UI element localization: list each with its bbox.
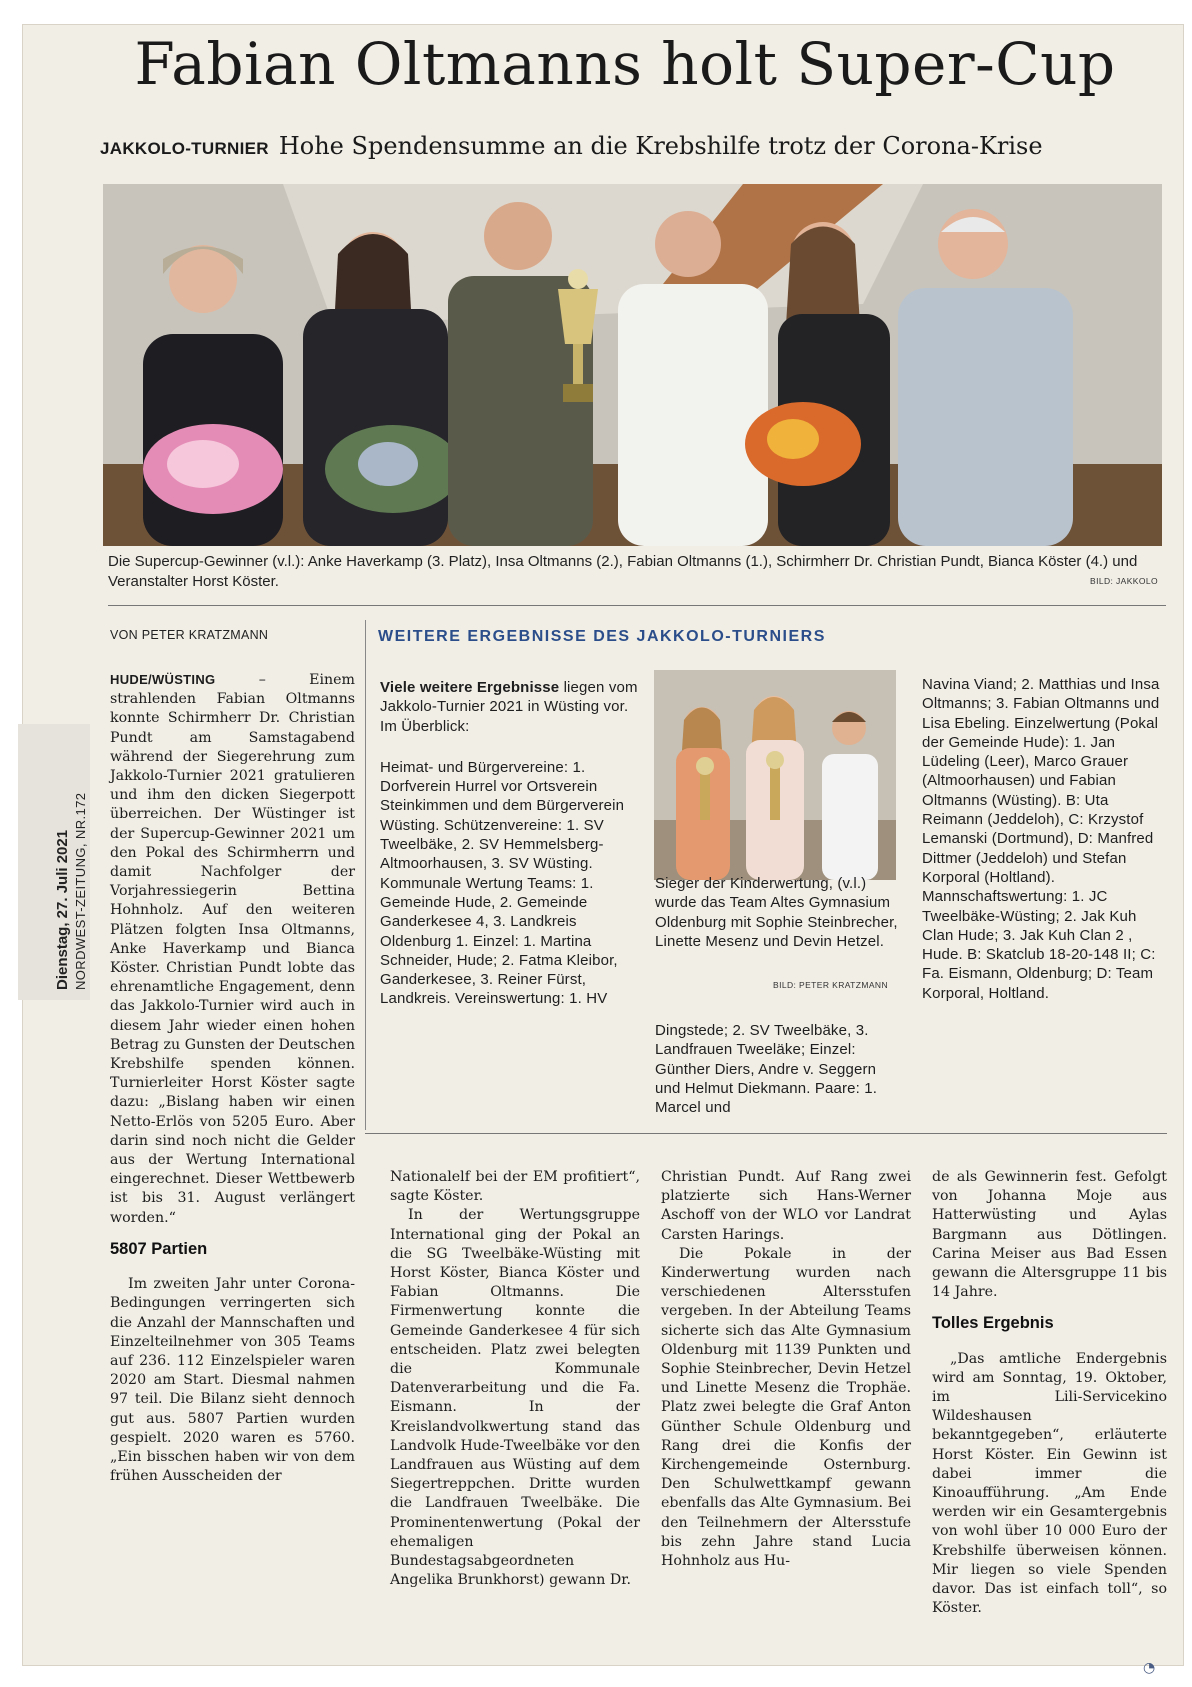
box-bottom-rule xyxy=(365,1133,1167,1134)
results-box-col-c xyxy=(922,675,1167,1003)
results-box-col-b xyxy=(655,1021,905,1117)
byline: VON PETER KRATZMANN xyxy=(110,628,269,642)
article-col1-p1: – Einem strahlenden Fabian Oltmanns konnte Schirmherr Dr. Christian Pundt am Samstagabend während der Siegerehrung zum Jakkolo-Turnier 2021 gratulieren und ihm den dicken Siegerpott überreichen. Der Wüstinger ist der Supercup-Gewinner 2021 um den Pokal des Schirmherrn und damit Nachfolger der Vorjahressiegerin Bettina Hohnholz. Auf den weiteren Plätzen folgten Insa Oltmanns, Anke Haverkamp und Bianca Köster. Christian Pundt lobte das ehrenamtliche Engagement, denn das Jakkolo-Turnier wird auch in diesem Jahr wieder einen hohen Betrag zu Gunsten der Deutschen Krebshilfe spenden können. Turnierleiter Horst Köster sagte dazu: „Bislang haben wir einen Netto-Erlös von 5205 Euro. Aber darin sind noch nicht die Gelder aus der Wertung International eingerechnet. Dieser Wettbewerb ist bis 31. August verlängert worden.“ xyxy=(110,672,355,1226)
results-box-heading: WEITERE ERGEBNISSE DES JAKKOLO-TURNIERS xyxy=(378,628,826,645)
article-col1-p2: Im zweiten Jahr unter Corona-Bedingungen verringerten sich die Anzahl der Mannschaften und Einzelteilnehmer von 305 Teams auf 236. 112 Einzelspieler waren 2020 am Start. Diesmal nahmen 97 teil. Die Bilanz sieht dennoch gut aus. 5807 Partien wurden gespielt. 2020 waren es 5760. „Ein bisschen haben wir von dem frühen Ausscheiden der xyxy=(110,1276,355,1485)
article-column-1 xyxy=(110,670,355,1486)
article-col4-p2: „Das amtliche Endergebnis wird am Sonntag, 19. Oktober, im Lili-Servicekino Wildeshausen bekanntgegeben“, erläuterte Horst Köster. Ein Gewinn ist dabei immer die Kinoaufführung. „Am Ende werden wir ein Gesamtergebnis von wohl über 10 000 Euro der Krebshilfe überweisen können. Mir liegen so viele Spenden davor. Das ist einfach toll“, so Köster. xyxy=(932,1350,1167,1617)
deck: Hohe Spendensumme an die Krebshilfe trotz der Corona-Krise xyxy=(278,132,1043,160)
article-column-4 xyxy=(932,1168,1167,1618)
scan-corner-icon: ◔ xyxy=(1143,1660,1156,1676)
caption-rule xyxy=(108,605,1166,606)
subhead-tolles-ergebnis: Tolles Ergebnis xyxy=(932,1314,1054,1333)
results-box-col-a xyxy=(380,678,640,1009)
subhead-partien: 5807 Partien xyxy=(110,1239,208,1258)
headline: Fabian Oltmanns holt Super-Cup xyxy=(134,30,1116,98)
article-col3-p1: Christian Pundt. Auf Rang zwei platzierte sich Hans-Werner Aschoff von der WLO vor Landrat Carsten Harings. xyxy=(661,1169,911,1243)
article-col4-p1: de als Gewinnerin fest. Gefolgt von Johanna Moje aus Hatterwüsting und Aylas Bargmann aus Dötlingen. Carina Meiser aus Bad Essen gewann die Altersgruppe 11 bis 14 Jahre. xyxy=(932,1169,1167,1301)
date-sidebar-text xyxy=(54,793,89,990)
results-box-col-b-text: Dingstede; 2. SV Tweelbäke, 3. Landfrauen Tweeläke; Einzel: Günther Diers, Andre v. Seggern und Helmut Diekmann. Paare: 1. Marcel und xyxy=(655,1022,878,1117)
kids-photo-credit: BILD: PETER KRATZMANN xyxy=(773,980,888,990)
article-col2-p1: Nationalelf bei der EM profitiert“, sagte Köster. xyxy=(390,1169,640,1205)
dateline: HUDE/WÜSTING xyxy=(110,672,216,687)
article-column-2 xyxy=(390,1168,640,1590)
subline xyxy=(100,132,1043,160)
kids-photo xyxy=(654,670,896,880)
results-box-col-a-text: Heimat- und Bürgervereine: 1. Dorfverein Hurrel vor Ortsverein Steinkimmen und dem Bürgerverein Wüsting. Schützenvereine: 1. SV Tweelbäke, 2. SV Hemmelsberg-Altmoorhausen, 3. SV Wüsting. Kommunale Wertung Teams: 1. Gemeinde Hude, 2. Gemeinde Ganderkesee 4, 3. Landkreis Oldenburg 1. Einzel: 1. Martina Schneider, Hude; 2. Fatma Kleibor, Ganderkesee, 3. Reiner Fürst, Landkreis. Vereinswertung: 1. HV xyxy=(380,758,625,1008)
photo-caption: Die Supercup-Gewinner (v.l.): Anke Haverkamp (3. Platz), Insa Oltmanns (2.), Fabian Oltmanns (1.), Schirmherr Dr. Christian Pundt, Bianca Köster (4.) und Veranstalter Horst Köster. xyxy=(108,553,1138,590)
main-photo xyxy=(103,184,1162,546)
kids-caption xyxy=(655,874,905,951)
results-box-col-c-text: Navina Viand; 2. Matthias und Insa Oltmanns; 3. Fabian Oltmanns und Lisa Ebeling. Einzelwertung (Pokal der Gemeinde Hude): 1. Jan Lüdeling (Leer), Marco Grauer (Altmoorhausen) und Fabian Oltmanns (Wüsting). B: Uta Reimann (Jeddeloh), C: Krzystof Lemanski (Dortmund), D: Manfred Dittmer (Jeddeloh) und Stefan Korporal (Holtland). Mannschaftswertung: 1. JC Tweelbäke-Wüsting; 2. Jak Kuh Clan Hude; 3. Jak Kuh Clan 2 , Hude. B: Skatclub 18-20-148 II; C: Fa. Eismann, Oldenburg; D: Team Korporal, Holtland. xyxy=(922,676,1160,1002)
photo-credit: BILD: JAKKOLO xyxy=(1090,576,1159,586)
box-left-rule xyxy=(365,620,366,1130)
kicker: JAKKOLO-TURNIER xyxy=(100,139,269,158)
results-box-lead: liegen vom Jakkolo-Turnier 2021 in Wüsting vor. Im Überblick: xyxy=(380,679,638,735)
results-box-lead-bold: Viele weitere Ergebnisse xyxy=(380,679,560,696)
article-col3-p2: Die Pokale in der Kinderwertung wurden nach verschiedenen Altersstufen vergeben. In der Abteilung Teams sicherte sich das Alte Gymnasium Oldenburg mit 1139 Punkten und Sophie Steinbrecher, Devin Hetzel und Linette Mesenz die Trophäe. Platz zwei belegte die Graf Anton Günther Schule Oldenburg und Rang drei die Konfis der Kirchengemeinde Osternburg. Den Schulwettkampf gewann ebenfalls das Alte Gymnasium. Bei den Teilnehmern der Altersstufe bis zehn Jahre stand Lucia Hohnholz aus Hu- xyxy=(661,1245,911,1570)
kids-caption-text: Sieger der Kinderwertung, (v.l.) wurde das Team Altes Gymnasium Oldenburg mit Sophie Steinbrecher, Linette Mesenz und Devin Hetzel. xyxy=(655,875,898,950)
issue-source: NORDWEST-ZEITUNG, NR.172 xyxy=(73,792,88,990)
article-col2-p2: In der Wertungsgruppe International ging der Pokal an die SG Tweelbäke-Wüsting mit Horst Köster, Bianca Köster und Fabian Oltmanns. Die Firmenwertung konnte die Gemeinde Ganderkesee 4 für sich entscheiden. Platz zwei belegten die Kommunale Datenverarbeitung und die Fa. Eismann. In der Kreislandvolkwertung stand das Landvolk Hude-Tweelbäke vor den Landfrauen aus Wüsting auf dem Siegertreppchen. Dritte wurden die Landfrauen Tweelbäke. Die Prominentenwertung (Pokal der ehemaligen Bundestagsabgeordneten Angelika Brunkhorst) gewann Dr. xyxy=(390,1207,640,1589)
article-column-3 xyxy=(661,1168,911,1571)
main-photo-illustration xyxy=(103,184,1162,546)
issue-date: Dienstag, 27. Juli 2021 xyxy=(54,829,71,990)
kids-photo-illustration xyxy=(654,670,896,880)
